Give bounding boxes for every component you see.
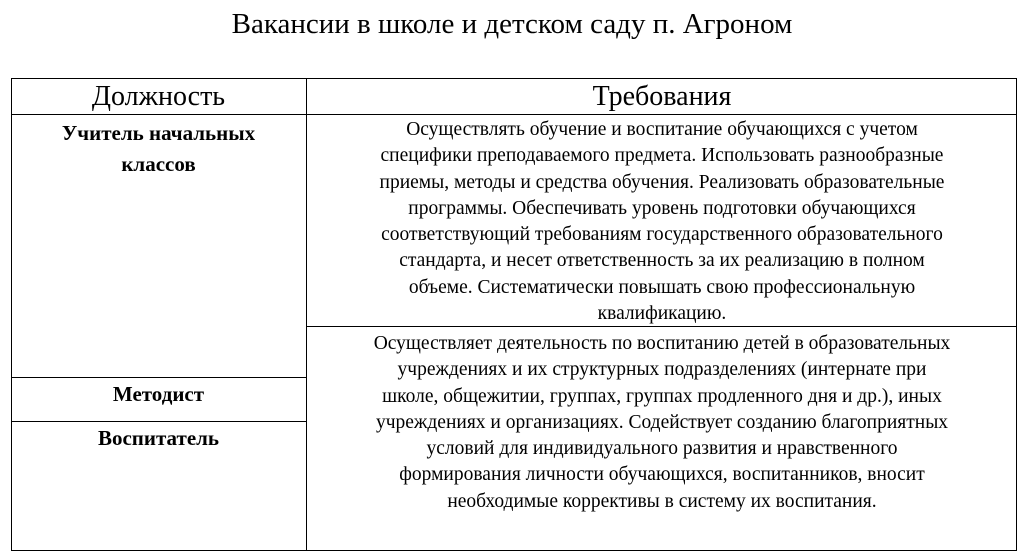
requirement-line: приемы, методы и средства обучения. Реализовать образовательные xyxy=(379,171,945,193)
requirement-line: Осуществлять обучение и воспитание обучающихся с учетом xyxy=(406,119,918,140)
position-primary-teacher xyxy=(11,118,306,180)
position-row-divider-2 xyxy=(11,421,306,422)
requirement-line: учреждениях и организациях. Содействует созданию благоприятных xyxy=(375,411,949,433)
header-divider xyxy=(11,114,1017,115)
requirements-teacher xyxy=(307,117,1017,327)
requirement-line: формирования личности обучающихся, воспитанников, вносит xyxy=(399,464,925,486)
requirement-line: необходимые коррективы в систему их воспитания. xyxy=(447,490,877,512)
requirement-line: объеме. Систематически повышать свою профессиональную xyxy=(408,276,916,298)
position-educator: Воспитатель xyxy=(97,426,220,450)
header-requirements: Требования xyxy=(592,81,732,112)
requirement-line: школе, общежитии, группах, группах продленного дня и др.), иных xyxy=(382,385,942,407)
position-row-divider-1 xyxy=(11,377,306,378)
position-primary-teacher-line2: классов xyxy=(121,152,196,176)
requirement-line: Осуществляет деятельность по воспитанию детей в образовательных xyxy=(373,333,951,354)
position-primary-teacher-line1: Учитель начальных xyxy=(61,121,256,145)
requirements-educator xyxy=(307,331,1017,515)
requirement-line: квалификацию. xyxy=(597,303,727,325)
requirement-line: стандарта, и несет ответственность за их реализацию в полном xyxy=(399,250,925,272)
requirement-line: специфики преподаваемого предмета. Использовать разнообразные xyxy=(380,145,944,167)
page-title: Вакансии в школе и детском саду п. Агроном xyxy=(231,8,793,40)
position-methodist: Методист xyxy=(112,382,205,406)
requirement-line: соответствующий требованиям государственного образовательного xyxy=(381,224,943,246)
header-position: Должность xyxy=(91,81,226,112)
requirement-line: условий для индивидуального развития и нравственного xyxy=(426,438,898,460)
requirement-line: программы. Обеспечивать уровень подготовки обучающихся xyxy=(408,197,916,219)
requirement-line: учреждениях и их структурных подразделениях (интернате при xyxy=(397,359,927,381)
